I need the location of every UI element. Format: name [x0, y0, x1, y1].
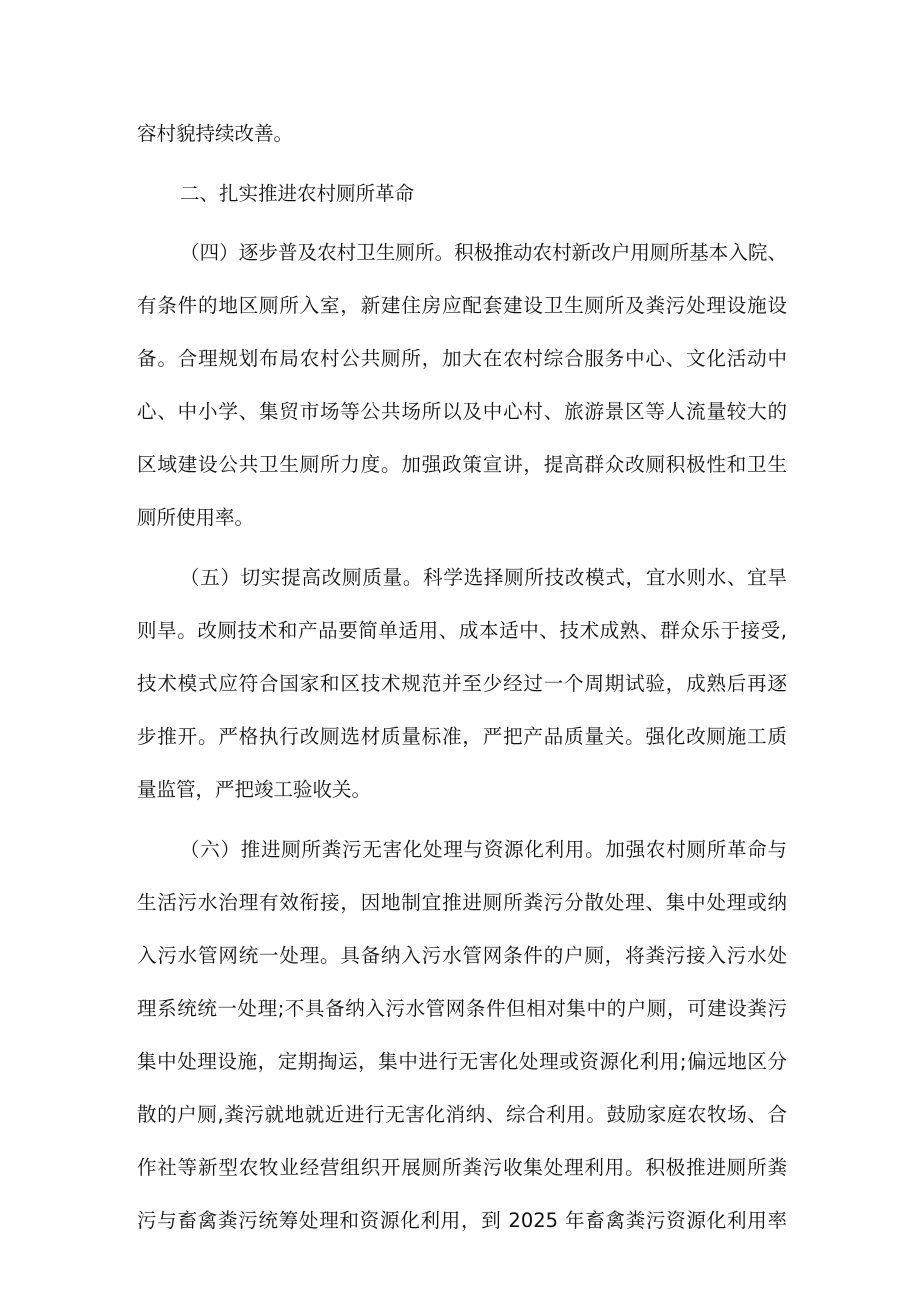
paragraph-line: 理系统统一处理;不具备纳入污水管网条件但相对集中的户厕，可建设粪污	[137, 997, 787, 1020]
text-line: 容村貌持续改善。	[137, 122, 294, 145]
paragraph-line: 技术模式应符合国家和区技术规范并至少经过一个周期试验，成熟后再逐	[137, 672, 787, 695]
paragraph-line: 区域建设公共卫生厕所力度。加强政策宣讲，提高群众改厕积极性和卫生	[137, 453, 787, 476]
section-heading: 二、扎实推进农村厕所革命	[180, 182, 415, 205]
paragraph-line: 生活污水治理有效衔接，因地制宜推进厕所粪污分散处理、集中处理或纳	[137, 891, 787, 914]
paragraph-line: 入污水管网统一处理。具备纳入污水管网条件的户厕，将粪污接入污水处	[137, 944, 787, 967]
paragraph-line: 量监管，严把竣工验收关。	[137, 778, 372, 801]
paragraph-line: 备。合理规划布局农村公共厕所，加大在农村综合服务中心、文化活动中	[137, 347, 787, 370]
paragraph-line: 步推开。严格执行改厕选材质量标准，严把产品质量关。强化改厕施工质	[137, 725, 787, 748]
paragraph-line: 散的户厕,粪污就地就近进行无害化消纳、综合利用。鼓励家庭农牧场、合	[137, 1103, 787, 1126]
paragraph-line: 则旱。改厕技术和产品要简单适用、成本适中、技术成熟、群众乐于接受,	[137, 619, 787, 642]
paragraph-line: 作社等新型农牧业经营组织开展厕所粪污收集处理利用。积极推进厕所粪	[137, 1156, 787, 1179]
paragraph-line: 有条件的地区厕所入室，新建住房应配套建设卫生厕所及粪污处理设施设	[137, 294, 787, 317]
paragraph-line: （五）切实提高改厕质量。科学选择厕所技改模式，宜水则水、宜旱	[180, 566, 787, 589]
paragraph-line: 集中处理设施，定期掏运，集中进行无害化处理或资源化利用;偏远地区分	[137, 1050, 787, 1073]
paragraph-line: 厕所使用率。	[137, 506, 255, 529]
paragraph-line: 心、中小学、集贸市场等公共场所以及中心村、旅游景区等人流量较大的	[137, 400, 787, 423]
paragraph-line: （四）逐步普及农村卫生厕所。积极推动农村新改户用厕所基本入院、	[180, 241, 787, 264]
paragraph-line: 污与畜禽粪污统筹处理和资源化利用，到 2025 年畜禽粪污资源化利用率	[137, 1209, 787, 1232]
paragraph-line: （六）推进厕所粪污无害化处理与资源化利用。加强农村厕所革命与	[180, 838, 787, 861]
